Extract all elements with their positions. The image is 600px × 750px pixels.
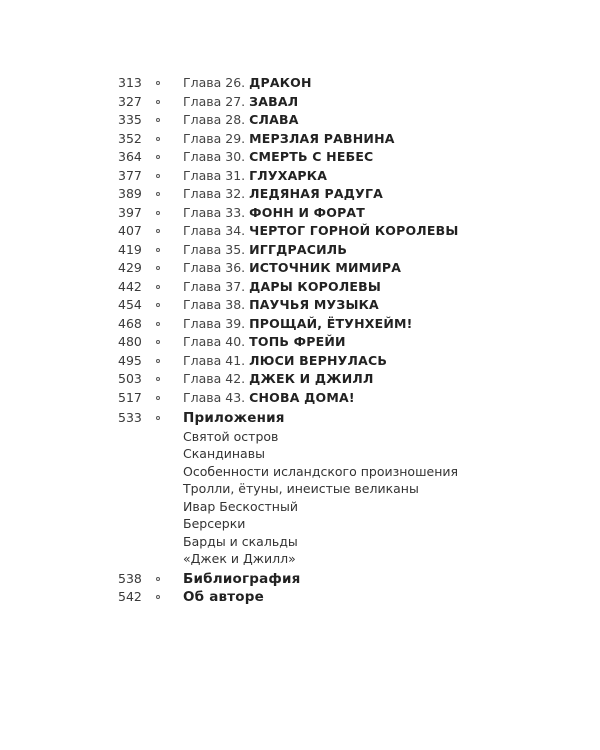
bibliography-title: Библиография xyxy=(183,570,301,587)
chapter-label xyxy=(183,148,373,167)
chapter-title: СНОВА ДОМА! xyxy=(249,389,355,405)
chapter-label xyxy=(183,204,365,223)
bullet-dot-icon xyxy=(156,174,160,178)
chapter-prefix: Глава 43. xyxy=(183,389,246,405)
chapter-label xyxy=(183,333,346,352)
appendix-item[interactable]: Особенности исландского произношения xyxy=(183,463,459,479)
toc-entry-chapter-28[interactable] xyxy=(0,111,600,130)
page-number: 495 xyxy=(118,352,142,368)
page-number: 429 xyxy=(118,260,142,275)
chapter-title: ЛЕДЯНАЯ РАДУГА xyxy=(249,186,383,201)
page-number: 468 xyxy=(118,315,142,331)
bullet-dot-icon xyxy=(156,211,160,215)
bullet-dot-icon xyxy=(156,340,160,344)
chapter-title: ДЖЕК И ДЖИЛЛ xyxy=(249,371,374,386)
chapter-title: СМЕРТЬ С НЕБЕС xyxy=(249,149,374,164)
bullet-dot-icon xyxy=(156,81,160,85)
bullet-dot-icon xyxy=(156,192,160,196)
page-number: 442 xyxy=(118,278,142,294)
appendix-item[interactable]: Ивар Бескостный xyxy=(183,498,298,514)
bullet-dot-icon xyxy=(156,100,160,104)
bullet-dot-icon xyxy=(156,377,160,381)
chapter-title: ЛЮСИ ВЕРНУЛАСЬ xyxy=(249,352,388,368)
toc-entry-chapter-35[interactable] xyxy=(0,241,600,260)
chapter-label xyxy=(183,93,298,112)
chapter-title: ДРАКОН xyxy=(249,75,312,90)
chapter-prefix: Глава 26. xyxy=(183,75,246,90)
toc-entry-chapter-34[interactable] xyxy=(0,222,600,241)
appendix-item[interactable]: Скандинавы xyxy=(183,446,265,461)
appendix-item[interactable]: Берсерки xyxy=(183,516,246,531)
bullet-dot-icon xyxy=(156,118,160,122)
bullet-dot-icon xyxy=(156,359,160,363)
toc-entry-chapter-38[interactable] xyxy=(0,296,600,315)
page-number: 538 xyxy=(118,570,142,586)
page-number: 503 xyxy=(118,371,142,386)
appendix-title: Приложения xyxy=(183,410,285,426)
toc-entry-chapter-27[interactable] xyxy=(0,93,600,112)
chapter-title: ИГГДРАСИЛЬ xyxy=(249,241,348,257)
chapter-title: ГЛУХАРКА xyxy=(249,167,328,183)
bullet-dot-icon xyxy=(156,396,160,400)
chapter-label xyxy=(183,111,299,130)
appendix-items xyxy=(0,428,600,568)
toc-entry-appendix[interactable] xyxy=(0,409,600,428)
toc-entry-chapter-40[interactable] xyxy=(0,333,600,352)
page-number: 313 xyxy=(118,75,142,90)
toc-entry-chapter-43[interactable] xyxy=(0,389,600,408)
appendix-item[interactable]: Святой остров xyxy=(183,428,279,444)
bullet-dot-icon xyxy=(156,155,160,159)
chapter-label xyxy=(183,74,312,93)
page-number: 480 xyxy=(118,334,142,349)
page-number: 352 xyxy=(118,130,142,146)
page-number: 419 xyxy=(118,241,142,257)
about-author-title: Об авторе xyxy=(183,589,264,605)
page-number: 389 xyxy=(118,186,142,201)
bullet-dot-icon xyxy=(156,577,160,581)
toc-entry-bibliography[interactable] xyxy=(0,570,600,589)
appendix-item[interactable]: Тролли, ётуны, инеистые великаны xyxy=(183,481,419,496)
toc-entry-about-author[interactable] xyxy=(0,588,600,607)
chapter-label xyxy=(183,370,374,389)
toc-entry-chapter-41[interactable] xyxy=(0,352,600,371)
chapter-prefix: Глава 40. xyxy=(183,334,246,349)
page-number: 327 xyxy=(118,93,142,109)
chapter-title: ЗАВАЛ xyxy=(249,93,299,109)
bullet-dot-icon xyxy=(156,322,160,326)
chapter-title: ЧЕРТОГ ГОРНОЙ КОРОЛЕВЫ xyxy=(249,223,459,238)
chapter-prefix: Глава 41. xyxy=(183,352,246,368)
chapter-label xyxy=(183,130,395,149)
chapter-label xyxy=(183,185,383,204)
chapter-title: ДАРЫ КОРОЛЕВЫ xyxy=(249,278,382,294)
page-number: 454 xyxy=(118,297,142,312)
chapter-prefix: Глава 36. xyxy=(183,260,246,275)
bullet-dot-icon xyxy=(156,248,160,252)
chapter-prefix: Глава 37. xyxy=(183,278,246,294)
chapter-label xyxy=(183,389,355,408)
chapter-label xyxy=(183,296,379,315)
toc-entry-chapter-37[interactable] xyxy=(0,278,600,297)
chapter-prefix: Глава 42. xyxy=(183,371,246,386)
toc-entry-chapter-39[interactable] xyxy=(0,315,600,334)
chapter-title: ПАУЧЬЯ МУЗЫКА xyxy=(249,297,379,312)
chapter-title: ИСТОЧНИК МИМИРА xyxy=(249,260,402,275)
chapter-prefix: Глава 31. xyxy=(183,167,246,183)
chapter-label xyxy=(183,241,347,260)
chapter-prefix: Глава 38. xyxy=(183,297,246,312)
chapter-prefix: Глава 34. xyxy=(183,223,246,238)
bullet-dot-icon xyxy=(156,416,160,420)
chapter-prefix: Глава 33. xyxy=(183,204,246,220)
bullet-dot-icon xyxy=(156,137,160,141)
chapter-label xyxy=(183,278,381,297)
chapter-title: ФОНН И ФОРАТ xyxy=(249,204,366,220)
chapter-label xyxy=(183,352,387,371)
toc-entry-chapter-30[interactable] xyxy=(0,148,600,167)
bullet-dot-icon xyxy=(156,303,160,307)
bullet-dot-icon xyxy=(156,285,160,289)
page-number: 542 xyxy=(118,589,142,604)
toc-entry-chapter-32[interactable] xyxy=(0,185,600,204)
bullet-dot-icon xyxy=(156,595,160,599)
bullet-dot-icon xyxy=(156,266,160,270)
chapter-prefix: Глава 39. xyxy=(183,315,246,331)
chapter-prefix: Глава 28. xyxy=(183,112,246,127)
chapter-prefix: Глава 35. xyxy=(183,241,246,257)
toc-entry-chapter-33[interactable] xyxy=(0,204,600,223)
chapter-prefix: Глава 32. xyxy=(183,186,246,201)
toc-entry-chapter-31[interactable] xyxy=(0,167,600,186)
page-number: 335 xyxy=(118,112,142,127)
toc-entry-chapter-42[interactable] xyxy=(0,370,600,389)
chapter-title: СЛАВА xyxy=(249,112,299,127)
chapter-prefix: Глава 29. xyxy=(183,130,246,146)
toc-entry-chapter-36[interactable] xyxy=(0,259,600,278)
appendix-item[interactable]: «Джек и Джилл» xyxy=(183,551,296,566)
chapter-prefix: Глава 30. xyxy=(183,149,246,164)
appendix-item[interactable]: Барды и скальды xyxy=(183,533,298,549)
chapter-label xyxy=(183,167,327,186)
page-number: 364 xyxy=(118,149,142,164)
bullet-dot-icon xyxy=(156,229,160,233)
chapter-label xyxy=(183,259,401,278)
chapter-title: ТОПЬ ФРЕЙИ xyxy=(249,334,346,349)
page-number: 517 xyxy=(118,389,142,405)
chapter-prefix: Глава 27. xyxy=(183,93,246,109)
page-number: 377 xyxy=(118,167,142,183)
chapter-label xyxy=(183,222,459,241)
page-number: 407 xyxy=(118,223,142,238)
page-number: 397 xyxy=(118,204,142,220)
table-of-contents xyxy=(0,74,600,607)
page-number: 533 xyxy=(118,410,142,425)
toc-entry-chapter-26[interactable] xyxy=(0,74,600,93)
chapter-title: МЕРЗЛАЯ РАВНИНА xyxy=(249,130,395,146)
chapter-title: ПРОЩАЙ, ЁТУНХЕЙМ! xyxy=(249,315,413,331)
chapter-label xyxy=(183,315,413,334)
toc-entry-chapter-29[interactable] xyxy=(0,130,600,149)
